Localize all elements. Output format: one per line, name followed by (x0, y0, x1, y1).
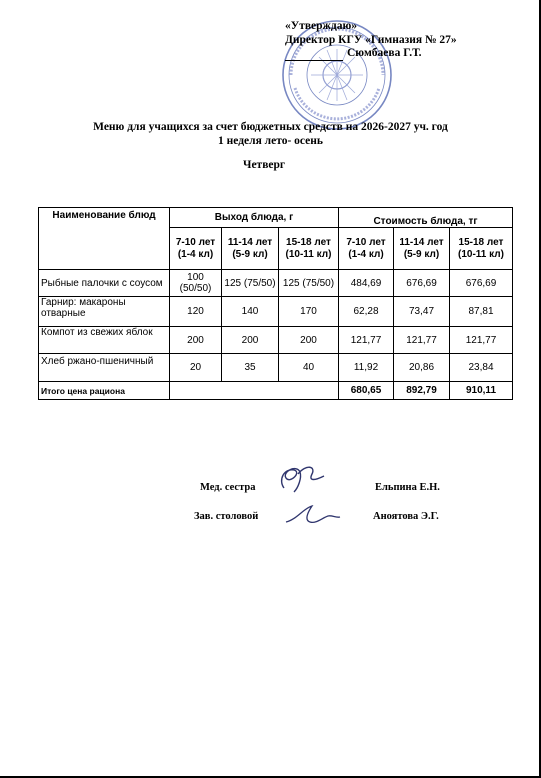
dish-name: Рыбные палочки с соусом (39, 270, 170, 297)
cost-cell: 73,47 (394, 297, 450, 327)
cost-cell: 121,77 (450, 327, 513, 354)
cost-cell: 20,86 (394, 354, 450, 382)
weight-cell: 200 (170, 327, 222, 354)
approval-block (285, 20, 457, 61)
weight-cell: 125 (75/50) (222, 270, 279, 297)
nurse-signature-scribble (272, 458, 332, 498)
approval-line-3: Сюмбаева Г.Т. (347, 47, 422, 59)
weight-cell: 140 (222, 297, 279, 327)
cost-cell: 87,81 (450, 297, 513, 327)
approval-line-2: Директор КГУ «Гимназия № 27» (285, 33, 457, 46)
header-output: Выход блюда, г (170, 208, 339, 228)
menu-table (38, 207, 513, 400)
cost-cell: 484,69 (339, 270, 394, 297)
weight-cell: 20 (170, 354, 222, 382)
header-row (39, 208, 513, 228)
group-output-3: 15-18 лет (10-11 кл) (279, 228, 339, 270)
menu-title: Меню для учащихся за счет бюджетных средств на 2026-2027 уч. год (93, 121, 448, 133)
weight-cell: 200 (222, 327, 279, 354)
weight-cell: 40 (279, 354, 339, 382)
header-dish-name: Наименование блюд (39, 208, 170, 270)
group-cost-2: 11-14 лет (5-9 кл) (394, 228, 450, 270)
weight-cell: 35 (222, 354, 279, 382)
dish-name: Компот из свежих яблок (39, 327, 170, 354)
group-output-1: 7-10 лет (1-4 кл) (170, 228, 222, 270)
cost-cell: 11,92 (339, 354, 394, 382)
group-cost-3: 15-18 лет (10-11 кл) (450, 228, 513, 270)
total-row (39, 382, 513, 400)
cost-cell: 23,84 (450, 354, 513, 382)
signature-name-nurse: Ельпина Е.Н. (375, 482, 440, 493)
canteen-signature-scribble (282, 500, 342, 528)
group-output-2: 11-14 лет (5-9 кл) (222, 228, 279, 270)
signature-role-nurse: Мед. сестра (200, 482, 256, 493)
total-cost-2: 892,79 (394, 382, 450, 400)
signature-line (285, 60, 343, 61)
cost-cell: 62,28 (339, 297, 394, 327)
menu-subtitle: 1 неделя лето- осень (218, 135, 323, 147)
total-label: Итого цена рациона (39, 382, 170, 400)
total-empty (170, 382, 339, 400)
table-row (39, 327, 513, 354)
weight-cell: 100 (50/50) (170, 270, 222, 297)
group-cost-1: 7-10 лет (1-4 кл) (339, 228, 394, 270)
cost-cell: 676,69 (450, 270, 513, 297)
dish-name: Гарнир: макароны отварные (39, 297, 170, 327)
cost-cell: 121,77 (339, 327, 394, 354)
table-row (39, 354, 513, 382)
signature-role-canteen: Зав. столовой (194, 511, 259, 522)
weight-cell: 120 (170, 297, 222, 327)
total-cost-3: 910,11 (450, 382, 513, 400)
day-label: Четверг (243, 159, 286, 171)
total-cost-1: 680,65 (339, 382, 394, 400)
approval-line-1: «Утверждаю» (285, 20, 357, 32)
weight-cell: 200 (279, 327, 339, 354)
dish-name: Хлеб ржано-пшеничный (39, 354, 170, 382)
header-cost: Стоимость блюда, тг (339, 208, 513, 228)
signature-name-canteen: Аноятова Э.Г. (373, 511, 439, 522)
table-row (39, 297, 513, 327)
cost-cell: 121,77 (394, 327, 450, 354)
weight-cell: 170 (279, 297, 339, 327)
cost-cell: 676,69 (394, 270, 450, 297)
table-row (39, 270, 513, 297)
weight-cell: 125 (75/50) (279, 270, 339, 297)
